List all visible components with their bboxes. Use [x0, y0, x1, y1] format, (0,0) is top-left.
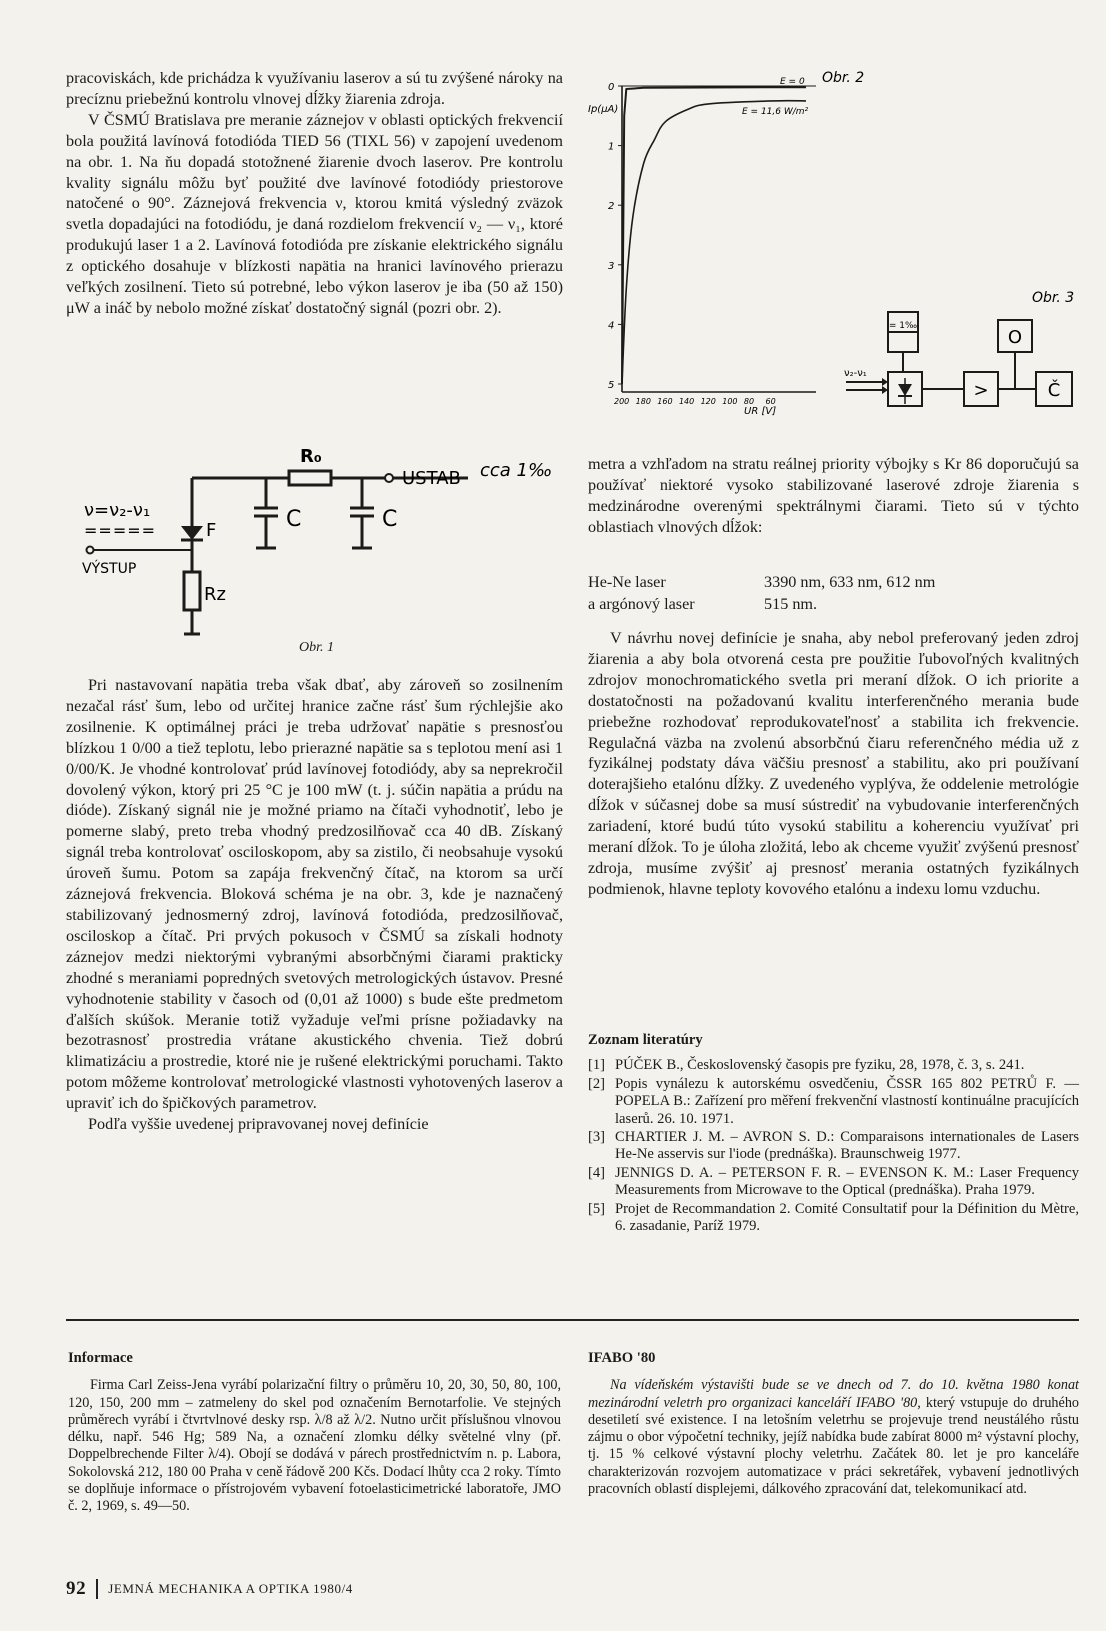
- photodiode-symbol: [181, 526, 203, 540]
- x-tick-label: 80: [743, 397, 755, 406]
- left-column-top: [66, 68, 563, 319]
- page-footer: [66, 1578, 353, 1600]
- references: [588, 1032, 1079, 1236]
- paragraph: V návrhu novej definície je snaha, aby nebol preferovaný jeden zdroj žiarenia a aby bola otvorená cesta pre použitie ľubovoľných kvalitných zdrojov monochromatického svetla pri meraní dĺžok. O ich priorite a dostatočnosti na požadovanú kvalitu interferenčného merania bude priebežne rozhodovať reprodukovateľnosť a stabilita ich frekvencie. Regulačná väzba na zvolenú absorbčnú čiaru referenčného média už z fyzikálnej podstaty dáva väčšiu presnosť a stabilitu, ako pri používaní doterajšieho etalónu dĺžky. Z uvedeného vyplýva, že oddelenie metrológie dĺžok v súčasnej dobe sa musí sústrediť na vybudovanie interferenčných zariadení, ktoré budú túto vysokú stabilitu a koherenciu využívať pri meraní dĺžok. To je úloha zložitá, lebo ak chceme využiť zvýšenú presnosť zdroja, musíme zvýšiť aj presnosť merania ostatných fyzikálnych podmienok, hlavne teploty kovového etalónu a indexu lomu vzduchu.: [588, 629, 1079, 898]
- output-label: VÝSTUP: [82, 561, 137, 577]
- laser-list: [588, 571, 1079, 615]
- light-arrows: =====: [84, 521, 157, 540]
- counter-label: Č: [1047, 380, 1061, 401]
- y-tick-label: 0: [608, 82, 615, 93]
- page-number: 92: [66, 1578, 87, 1599]
- capacitor-1-label: C: [286, 507, 302, 532]
- references-heading: Zoznam literatúry: [588, 1032, 703, 1048]
- x-tick-label: 60: [765, 397, 776, 406]
- figure-1-caption: Obr. 1: [299, 640, 335, 655]
- cca-label: cca 1‰: [480, 460, 553, 481]
- series-line-2: [622, 101, 806, 384]
- series-line-1: [622, 87, 806, 384]
- nu-label: ν=ν₂-ν₁: [84, 500, 151, 521]
- y-tick-label: 1: [608, 141, 615, 153]
- curve-label-e0: E = 0: [780, 77, 805, 87]
- x-tick-label: 200: [614, 397, 630, 406]
- reference-item: [5] Projet de Recommandation 2. Comité Consultatif pour la Définition du Mètre, 6. zasadanie, Paríž 1979.: [588, 1200, 1079, 1235]
- paragraph: Podľa vyššie uvedenej pripravovanej novej definície: [88, 1115, 429, 1134]
- y-axis-label: Ip(μA): [588, 104, 619, 115]
- reference-item: [2] Popis vynálezu k autorskému osvedčeniu, ČSSR 165 802 PETRŮ F. — POPELA B.: Zařízení pro měření frekvenční vlastností kontinuálne pracujících laserů. 26. 10. 1971.: [588, 1075, 1079, 1127]
- list-item: a argónový laser 515 nm.: [588, 595, 818, 613]
- ustab-label: USTAB: [402, 468, 461, 489]
- right-column-bottom: [588, 628, 1079, 900]
- y-tick-label: 4: [608, 320, 615, 332]
- figure-2-caption: Obr. 2: [822, 70, 865, 86]
- rz-label: Rz: [204, 584, 226, 605]
- supply-label: = 1‰: [888, 321, 918, 331]
- oscilloscope-label: O: [1007, 327, 1023, 348]
- y-tick-label: 2: [608, 201, 615, 213]
- reference-item: [4] JENNIGS D. A. – PETERSON F. R. – EVENSON K. M.: Laser Frequency Measurements from Microwave to the Optical (prednáška). Praha 1979.: [588, 1164, 1079, 1199]
- ifabo-section: [588, 1350, 1079, 1498]
- paragraph: metra a vzhľadom na stratu reálnej priority výbojky s Kr 86 doporučujú sa používať niektoré vysoko stabilizované laserové zdroje žiarenia s medzinárodne overenými spektrálnymi čiarami. Tieto sú v týchto oblastiach vlnových dĺžok:: [588, 455, 1079, 536]
- ifabo-heading: IFABO '80: [588, 1350, 656, 1366]
- right-column-mid: [588, 454, 1079, 538]
- x-tick-label: 160: [657, 397, 673, 406]
- left-column-bottom: [66, 675, 563, 1135]
- informace-text: Firma Carl Zeiss-Jena vyrábí polarizační filtry o průměru 10, 20, 30, 50, 80, 100, 120, 150, 200 mm – zatmeleny do skel pod označením Bernotarfolie. Ve stejných průměrech vyrábí i čtvrtvlnové desky rsp. λ/8 až λ/2. Nutno určit příslušnou vlnovou délku, např. 546 Hg; 589 Na, a označení zlomku délky světelné vlny (př. Doppelbrechende Filter λ/4). Obojí se dodává v párech prostřednictvím n. p. Labora, Sokolovská 212, 180 00 Praha v ceně řádově 200 Kčs. Dodací lhůty cca 2 roky. Tímto se doplňuje informace o přístrojovém vybavení fotoelasticimetrické laboratoře, JMO č. 2, 1969, s. 49—50.: [68, 1377, 561, 1515]
- figure-3-caption: Obr. 3: [1032, 290, 1075, 306]
- x-tick-label: 140: [678, 397, 695, 406]
- ifabo-lead: Na vídeňském výstavišti bude se ve dnech od 7. do 10. května 1980 konat mezinárodní veletrh pro organizaci kanceláří IFABO '80,: [588, 1377, 1079, 1411]
- journal-name: JEMNÁ MECHANIKA A OPTIKA 1980/4: [108, 1581, 353, 1596]
- paragraph: Pri nastavovaní napätia treba však dbať, aby zároveň so zosilnením nezačal rásť šum, lebo od určitej hranice začne rásť šum rýchlejšie ako zosilnenie. K optimálnej práci je treba udržovať napätie s presnosťou blízkou 1 0/00 a tiež teplotu, lebo prierazné napätie sa s teplotou mení asi 1 0/00/K. Je vhodné kontrolovať prúd lavínovej fotodiódy, aby sa neprekročil dovolený výkon, ktorý pri 25 °C je 100 mW (t. j. súčin napätia a prúdu na dióde). Získaný signál nie je možné priamo na čítači vyhodnotiť, lebo je pomerne slabý, preto treba vhodný predzosilňovač cca 40 dB. Získaný signál treba kontrolovať osciloskopom, aby sa zistilo, či neobsahuje vysokú úroveň šumu. Potom sa zapája frekvenčný čítač, na ktorom sa určí záznejová frekvencia. Bloková schéma je na obr. 3, kde je naznačený stabilizovaný jednosmerný zdroj, lavínová fotodióda, predzosilňovač, osciloskop a čítač. Pri prvých pokusoch v ČSMÚ sa získali hodnoty záznejov medzi niektorými vybranými absorbčnými čiarami prakticky zhodné s meraniami popredných svetových metrologických ústavov. Presné vyhodnotenie stability v časoch od (0,01 až 1000) s bude ešte predmetom ďalších skúšok. Meranie totiž vyžaduje veľmi prísne požiadavky na bezotrasnosť prostredia vrátane akustického chvenia. Tiež dobrú klimatizáciu a prostredie, ktoré nie je rušené elektrickými poruchami. Takto potom môžeme kontrolovať metrologické vlastnosti vyhotovených laserov a upraviť ich do špičkových parametrov.: [66, 676, 563, 1113]
- capacitor-2-label: C: [382, 507, 398, 532]
- section-divider: [66, 1319, 1079, 1321]
- y-tick-label: 5: [608, 380, 615, 391]
- curve-label-e116: E = 11,6 W/m²: [742, 107, 809, 117]
- ifabo-text: Na vídeňském výstavišti bude se ve dnech od 7. do 10. května 1980 konat mezinárodní veletrh pro organizaci kanceláří IFABO '80, který vstupuje do druhého desetiletí své existence. I na letošním veletrhu se projevuje trend neustálého růstu zájmu o obor výpočetní techniky, jejíž nabídka bude zabírat 8000 m² výstavní plochy, tj. 15 % celkové výstavní plochy veletrhu. Začátek 80. let je pro kanceláře charakterizován rozvojem automatizace v práci sekretářek, vybavení jednotlivých pracovních oblastí displejemi, dálkového zpracování dat, telekomunikací atd.: [588, 1377, 1080, 1498]
- x-tick-label: 100: [722, 397, 738, 406]
- amplifier-label: >: [973, 380, 989, 401]
- r0-label: R₀: [300, 446, 322, 467]
- list-item: He-Ne laser 3390 nm, 633 nm, 612 nm: [588, 573, 936, 591]
- reference-item: [3] CHARTIER J. M. – AVRON S. D.: Comparaisons internationales de Lasers He-Ne asservis sur l'iode (prednáška). Braunschweig 1977.: [588, 1129, 1079, 1163]
- x-axis-label: UR [V]: [744, 406, 777, 417]
- figure-1-circuit: [80, 436, 560, 658]
- paragraph: V ČSMÚ Bratislava pre meranie záznejov v oblasti optických frekvencií bola použitá lavínová fotodióda TIED 56 (TIXL 56) v zapojení uvedenom na obr. 1. Na ňu dopadá stotožnené žiarenie dvoch laserov. Pre kontrolu kvality signálu môžu byť použité dve lavínové fotodiódy priestorove natočené o 90°. Záznejová frekvencia ν, ktorou kmitá výsledný zväzok svetla dopadajúci na fotodiódu, je daná rozdielom frekvencií ν₂ — ν₁, ktoré produkujú laser 1 a 2. Lavínová fotodióda pre získanie elektrického signálu z optického dosahuje v blízkosti napätia na hranici lavínového prierazu veľkých zosilnení. Tieto sú potrebné, lebo výkon laserov je iba (50 až 150) μW a ináč by nebolo možné získať dostatočný signál (pozri obr. 2).: [66, 110, 563, 317]
- input-label: ν₂-ν₁: [844, 368, 867, 379]
- informace-heading: Informace: [68, 1350, 133, 1366]
- x-tick-label: 120: [700, 397, 716, 406]
- x-tick-label: 180: [635, 397, 651, 406]
- informace-section: [68, 1350, 561, 1516]
- footer-divider: [96, 1579, 98, 1599]
- reference-item: [1] PÚČEK B., Československý časopis pre fyziku, 28, 1978, č. 3, s. 241.: [588, 1057, 1025, 1074]
- diode-label: F: [206, 520, 217, 541]
- y-tick-label: 3: [608, 260, 615, 272]
- paragraph: pracoviskách, kde prichádza k využívaniu laserov a sú tu zvýšené nároky na precíznu priebežnú kontrolu vlnovej dĺžky žiarenia zdroja.: [66, 69, 563, 108]
- figure-3-block-diagram: [830, 286, 1080, 426]
